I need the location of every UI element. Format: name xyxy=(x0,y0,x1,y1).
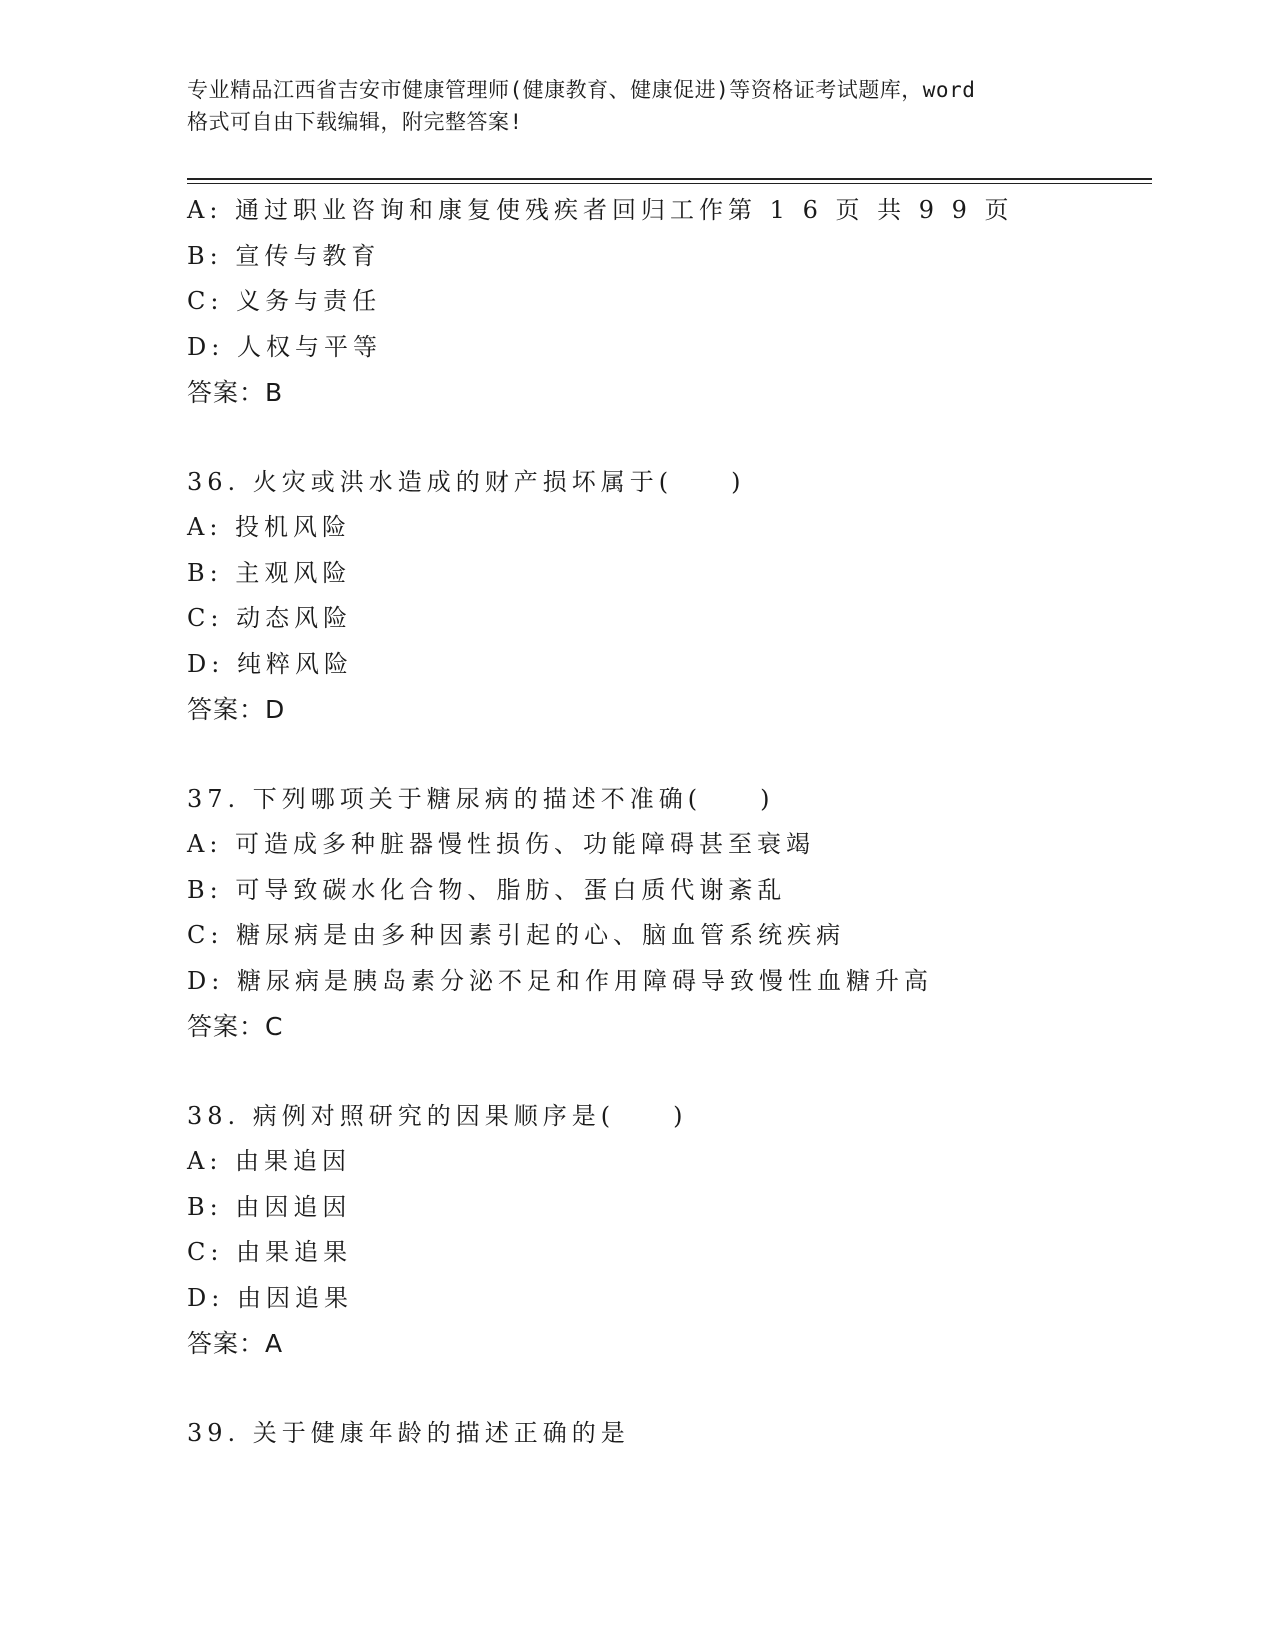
document-header xyxy=(187,74,1107,138)
spacer xyxy=(187,1367,1147,1411)
question-text: 37. 下列哪项关于糖尿病的描述不准确( ) xyxy=(187,784,775,813)
header-line-2: 格式可自由下载编辑，附完整答案! xyxy=(187,110,523,134)
option-b: B: 主观风险 xyxy=(187,558,352,587)
answer-line: 答案：A xyxy=(187,1329,284,1358)
option-c: C: 义务与责任 xyxy=(187,287,382,315)
answer-line: 答案：B xyxy=(187,378,284,407)
answer-line: 答案：C xyxy=(187,1012,284,1041)
question-block-38 xyxy=(187,1094,1147,1367)
question-block-39 xyxy=(187,1411,1147,1457)
option-c: C: 糖尿病是由多种因素引起的心、脑血管系统疾病 xyxy=(187,921,846,949)
question-text: 36. 火灾或洪水造成的财产损坏属于( ) xyxy=(187,467,746,496)
option-b: B: 由因追因 xyxy=(187,1192,352,1221)
option-b: B: 可导致碳水化合物、脂肪、蛋白质代谢紊乱 xyxy=(187,875,787,904)
answer-line: 答案：D xyxy=(187,695,286,724)
question-block-37 xyxy=(187,777,1147,1050)
spacer xyxy=(187,1050,1147,1094)
option-a: A: 由果追因 xyxy=(187,1147,352,1175)
option-d: D: 人权与平等 xyxy=(187,332,382,361)
option-a: A: 通过职业咨询和康复使残疾者回归工作第 1 6 页 共 9 9 页 xyxy=(187,196,1014,224)
option-a: A: 可造成多种脏器慢性损伤、功能障碍甚至衰竭 xyxy=(187,830,816,858)
option-d: D: 糖尿病是胰岛素分泌不足和作用障碍导致慢性血糖升高 xyxy=(187,966,933,995)
option-c: C: 动态风险 xyxy=(187,604,353,632)
question-text: 38. 病例对照研究的因果顺序是( ) xyxy=(187,1101,688,1130)
header-divider-thin xyxy=(187,183,1152,184)
option-a: A: 投机风险 xyxy=(187,513,352,541)
question-list xyxy=(187,188,1147,1456)
spacer xyxy=(187,733,1147,777)
option-c: C: 由果追果 xyxy=(187,1238,353,1266)
option-d: D: 纯粹风险 xyxy=(187,649,353,678)
option-b: B: 宣传与教育 xyxy=(187,241,381,270)
question-text: 39. 关于健康年龄的描述正确的是 xyxy=(187,1418,630,1447)
spacer xyxy=(187,416,1147,460)
question-block-36 xyxy=(187,460,1147,733)
header-line-1: 专业精品江西省吉安市健康管理师(健康教育、健康促进)等资格证考试题库，word xyxy=(187,78,976,102)
question-block-35 xyxy=(187,188,1147,416)
header-divider-thick xyxy=(187,178,1152,180)
option-d: D: 由因追果 xyxy=(187,1283,353,1312)
